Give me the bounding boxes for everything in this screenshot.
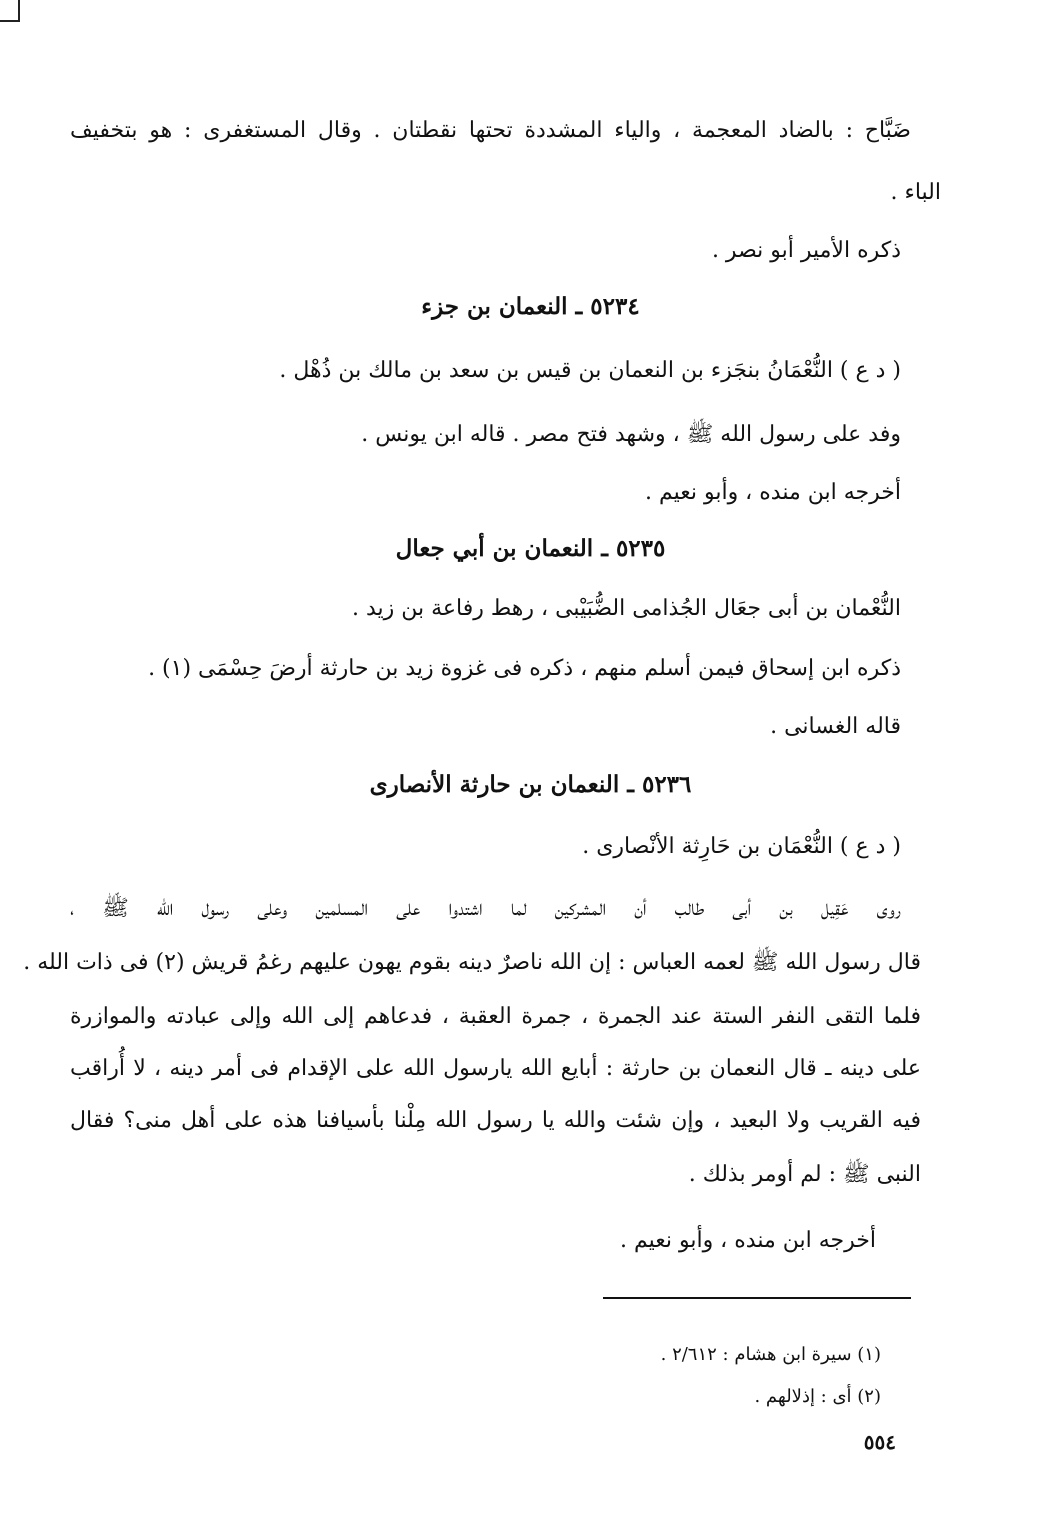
entry-5236-line-3: قال رسول الله ﷺ لعمه العباس : إن الله ناصرٌ دينه بقوم يهون عليهم رغمُ قريش (٢) فى ذات الله .	[23, 950, 921, 975]
entry-5234-line-1: ( د ع ) النُّعْمَانُ بنجَزء بن النعمان بن قيس بن سعد بن مالك بن ذُهْل .	[279, 358, 901, 383]
entry-5236-line-5: على دينه ـ قال النعمان بن حارثة : أبايع الله يارسول الله على الإقدام فى أمر دينه ، لا أُراقب	[70, 1056, 921, 1081]
entry-5236-line-8: أخرجه ابن منده ، وأبو نعيم .	[619, 1228, 876, 1253]
entry-5234-line-2: وفد على رسول الله ﷺ ، وشهد فتح مصر . قاله ابن يونس .	[361, 422, 901, 447]
entry-heading-5235: ٥٢٣٥ ـ النعمان بن أبي جعال	[395, 535, 666, 562]
entry-heading-5234: ٥٢٣٤ ـ النعمان بن جزء	[421, 293, 640, 320]
footnote-1: (١) سيرة ابن هشام : ٢/٦١٢ .	[660, 1344, 881, 1365]
entry-heading-5236: ٥٢٣٦ ـ النعمان بن حارثة الأنصارى	[369, 771, 692, 798]
scan-corner-mark	[0, 0, 20, 22]
entry-5236-line-4: فلما التقى النفر الستة عند الجمرة ، جمرة العقبة ، فدعاهم إلى الله وإلى عبادته والموازرة	[70, 1004, 921, 1029]
entry-5235-line-2: ذكره ابن إسحاق فيمن أسلم منهم ، ذكره فى غزوة زيد بن حارثة أرضَ حِسْمَى (١) .	[148, 656, 901, 681]
intro-line-1: ضَبَّاح : بالضاد المعجمة ، والياء المشددة تحتها نقطتان . وقال المستغفرى : هو بتخفيف	[70, 118, 911, 143]
intro-line-2: الباء .	[890, 180, 941, 205]
footnote-2: (٢) أى : إذلالهم .	[754, 1386, 881, 1407]
entry-5236-line-1: ( د ع ) النُّعْمَان بن حَارِثة الأنْصارى .	[582, 834, 901, 859]
entry-5236-line-7: النبى ﷺ : لم أومر بذلك .	[688, 1162, 921, 1187]
entry-5235-line-1: النُّعْمان بن أبى جعَال الجُذامى الضُّبَيْبى ، رهط رفاعة بن زيد .	[352, 596, 901, 621]
entry-5235-line-3: قاله الغسانى .	[770, 714, 901, 739]
intro-line-3: ذكره الأمير أبو نصر .	[711, 238, 901, 263]
entry-5236-line-6: فيه القريب ولا البعيد ، وإن شئت والله يا رسول الله مِلْنا بأسيافنا هذه على أهل منى؟ فقال	[70, 1108, 921, 1133]
entry-5234-line-3: أخرجه ابن منده ، وأبو نعيم .	[644, 480, 901, 505]
footnote-separator	[603, 1297, 911, 1299]
page-number: ٥٥٤	[863, 1430, 896, 1454]
entry-5236-line-2: روى عَقِيل بن أبى طالب أن المشركين لما اشتدوا على المسلمين وعلى رسول الله ﷺ ،	[70, 896, 901, 921]
